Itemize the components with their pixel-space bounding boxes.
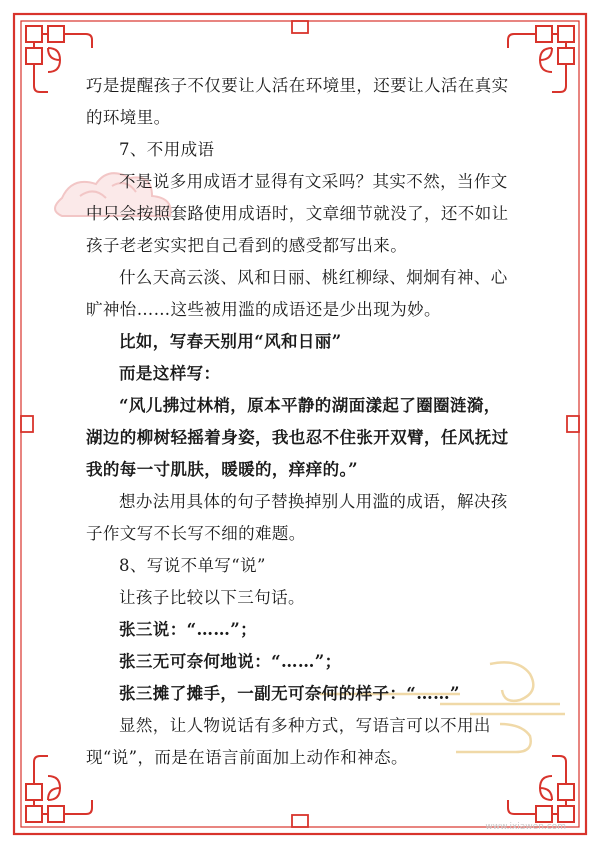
article-body (86, 70, 516, 774)
paragraph: 让孩子比较以下三句话。 (119, 588, 305, 607)
edge-knot-bottom (292, 815, 308, 827)
paragraph: 而是这样写： (119, 364, 221, 383)
paragraph: 什么天高云淡、风和日丽、桃红柳绿、炯炯有神、心旷神怡……这些被用滥的成语还是少出现为妙。 (86, 268, 508, 319)
paragraph: 比如，写春天别用“风和日丽” (119, 332, 342, 351)
paragraph: 张三说：“……”； (119, 620, 258, 639)
paragraph: 巧是提醒孩子不仅要让人活在环境里，还要让人活在真实的环境里。 (86, 76, 509, 127)
paragraph: 7、不用成语 (119, 140, 215, 159)
corner-knot-top-left (26, 26, 92, 92)
corner-knot-bottom-right (508, 756, 574, 822)
edge-knot-right (567, 416, 579, 432)
paragraph: 张三摊了摊手，一副无可奈何的样子：“……” (119, 684, 460, 703)
paragraph: 8、写说不单写“说” (119, 556, 266, 575)
paragraph: “风儿拂过林梢，原本平静的湖面漾起了圈圈涟漪，湖边的柳树轻摇着身姿，我也忍不住张开双臂，任风抚过我的每一寸肌肤，暖暖的，痒痒的。” (86, 396, 509, 479)
paragraph: 想办法用具体的句子替换掉别人用滥的成语，解决孩子作文写不长写不细的难题。 (86, 492, 508, 543)
paragraph: 不是说多用成语才显得有文采吗？其实不然，当作文中只会按照套路使用成语时，文章细节就没了，还不如让孩子老老实实把自己看到的感受都写出来。 (86, 172, 509, 255)
corner-knot-bottom-left (26, 756, 92, 822)
edge-knot-left (21, 416, 33, 432)
edge-knot-top (292, 21, 308, 33)
corner-knot-top-right (508, 26, 574, 92)
paragraph: 张三无可奈何地说：“……”； (119, 652, 342, 671)
paragraph: 显然，让人物说话有多种方式，写语言可以不用出现“说”，而是在语言前面加上动作和神态。 (86, 716, 491, 767)
watermark: www.ixiawen.com (485, 822, 566, 832)
